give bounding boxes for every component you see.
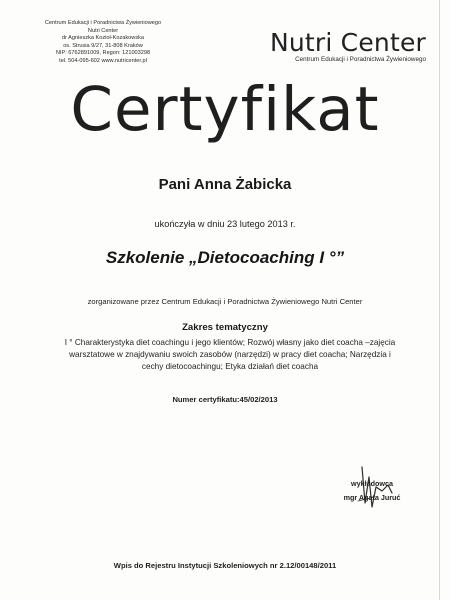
logo-name: Nutri Center xyxy=(269,28,426,57)
registry-entry: Wpis do Rejestru Instytucji Szkoleniowych nr 2.12/00148/2011 xyxy=(113,561,337,570)
stamp-line: Centrum Edukacji i Poradnictwa Żywieniowego xyxy=(44,20,162,26)
certificate-title: Certyfikat xyxy=(70,74,380,145)
organization-stamp xyxy=(38,20,168,66)
course-title: Szkolenie „Dietocoaching I °” xyxy=(105,248,345,267)
scope-description: I ° Charakterystyka diet coachingu i jego klientów; Rozwój własny jako diet coacha –zajęcia warsztatowe w znajdywaniu swoich zasobów (narzędzi) w pracy diet coacha; Narzędzia i cechy dietocoachingu; Etyka działań diet coacha xyxy=(64,338,396,371)
completion-date: ukończyła w dniu 23 lutego 2013 r. xyxy=(154,219,296,229)
lecturer-role: wykładowca xyxy=(351,479,393,488)
stamp-line: Nutri Center xyxy=(87,27,119,34)
lecturer-block xyxy=(322,477,422,505)
certificate-number: Numer certyfikatu:45/02/2013 xyxy=(172,395,278,404)
logo-subtitle: Centrum Edukacji i Poradnictwa Żywieniowego xyxy=(295,56,426,63)
scope-heading: Zakres tematyczny xyxy=(182,322,268,333)
nutri-center-logo xyxy=(230,30,426,64)
stamp-line: dr Agnieszka Kozioł-Kozakowska xyxy=(61,35,145,42)
stamp-line: NIP: 6762891009, Regon: 121003298 xyxy=(55,50,151,57)
stamp-line: os. Strusia 9/27, 31-808 Kraków xyxy=(63,42,143,49)
organizer-text: zorganizowane przez Centrum Edukacji i Poradnictwa Żywieniowego Nutri Center xyxy=(87,297,363,306)
recipient-name: Pani Anna Żabicka xyxy=(158,176,292,193)
stamp-line: tel. 504-095-602 www.nutricenter.pl xyxy=(59,57,147,64)
lecturer-name: mgr Agata Juruć xyxy=(343,493,401,502)
